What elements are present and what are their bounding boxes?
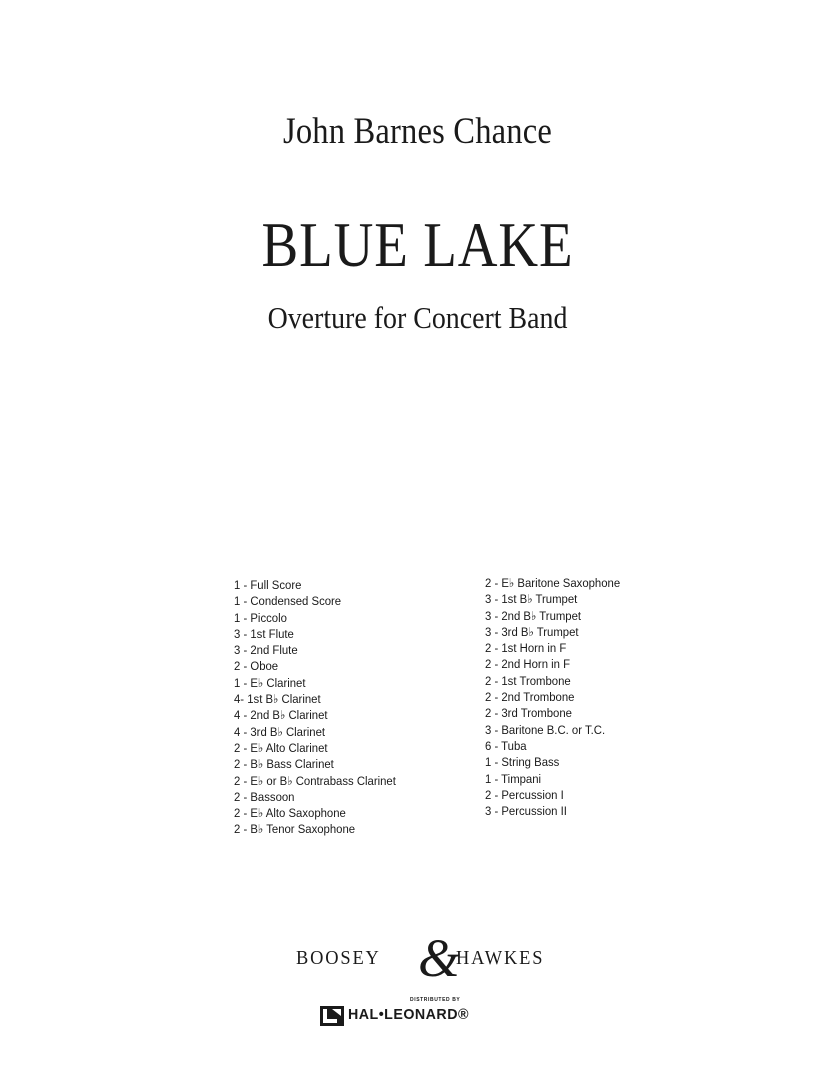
- work-title: BLUE LAKE: [261, 209, 574, 280]
- list-item: 2 - 1st Trombone: [485, 673, 571, 688]
- list-item: 3 - 2nd Flute: [234, 643, 298, 658]
- list-item: 4 - 2nd B♭ Clarinet: [234, 708, 328, 723]
- list-item: 4 - 3rd B♭ Clarinet: [234, 724, 326, 739]
- list-item: 2 - Bassoon: [234, 789, 295, 804]
- publisher-ampersand: &: [418, 928, 461, 988]
- list-item: 4- 1st B♭ Clarinet: [234, 692, 321, 707]
- list-item: 2 - E♭ Alto Saxophone: [234, 806, 346, 821]
- list-item: 3 - 1st B♭ Trumpet: [485, 592, 578, 607]
- list-item: 1 - Full Score: [234, 578, 302, 592]
- list-item: 2 - B♭ Bass Clarinet: [234, 757, 334, 772]
- list-item: 3 - Baritone B.C. or T.C.: [485, 722, 606, 737]
- instrumentation-list-left: [234, 577, 396, 838]
- list-item: 2 - E♭ Baritone Saxophone: [485, 576, 621, 590]
- list-item: 2 - 3rd Trombone: [485, 706, 572, 721]
- instrumentation-list-right: [485, 575, 620, 819]
- list-item: 2 - 2nd Trombone: [485, 690, 575, 705]
- list-item: 1 - Timpani: [485, 771, 542, 786]
- list-item: 2 - E♭ Alto Clarinet: [234, 740, 328, 755]
- publisher-name-right: HAWKES: [456, 947, 545, 969]
- list-item: 2 - E♭ or B♭ Contrabass Clarinet: [234, 773, 396, 788]
- list-item: 2 - Oboe: [234, 659, 279, 674]
- list-item: 1 - Piccolo: [234, 610, 287, 625]
- list-item: 6 - Tuba: [485, 738, 527, 753]
- list-item: 2 - 2nd Horn in F: [485, 657, 571, 672]
- list-item: 2 - Percussion I: [485, 787, 564, 802]
- distributed-by-label: DISTRIBUTED BY: [410, 997, 461, 1003]
- list-item: 1 - Condensed Score: [234, 594, 342, 609]
- list-item: 1 - String Bass: [485, 755, 560, 770]
- list-item: 2 - B♭ Tenor Saxophone: [234, 822, 356, 837]
- composer-name: John Barnes Chance: [282, 111, 553, 152]
- list-item: 3 - 3rd B♭ Trumpet: [485, 624, 579, 639]
- work-subtitle: Overture for Concert Band: [267, 300, 568, 335]
- list-item: 3 - 1st Flute: [234, 626, 294, 641]
- list-item: 2 - 1st Horn in F: [485, 641, 567, 656]
- list-item: 3 - Percussion II: [485, 804, 567, 819]
- publisher-logo: [0, 928, 835, 988]
- distributor-name: HAL•LEONARD®: [348, 1006, 469, 1023]
- hal-leonard-logo-icon: [320, 1006, 344, 1026]
- publisher-name-left: BOOSEY: [296, 947, 381, 969]
- list-item: 3 - 2nd B♭ Trumpet: [485, 608, 582, 623]
- list-item: 1 - E♭ Clarinet: [234, 675, 306, 690]
